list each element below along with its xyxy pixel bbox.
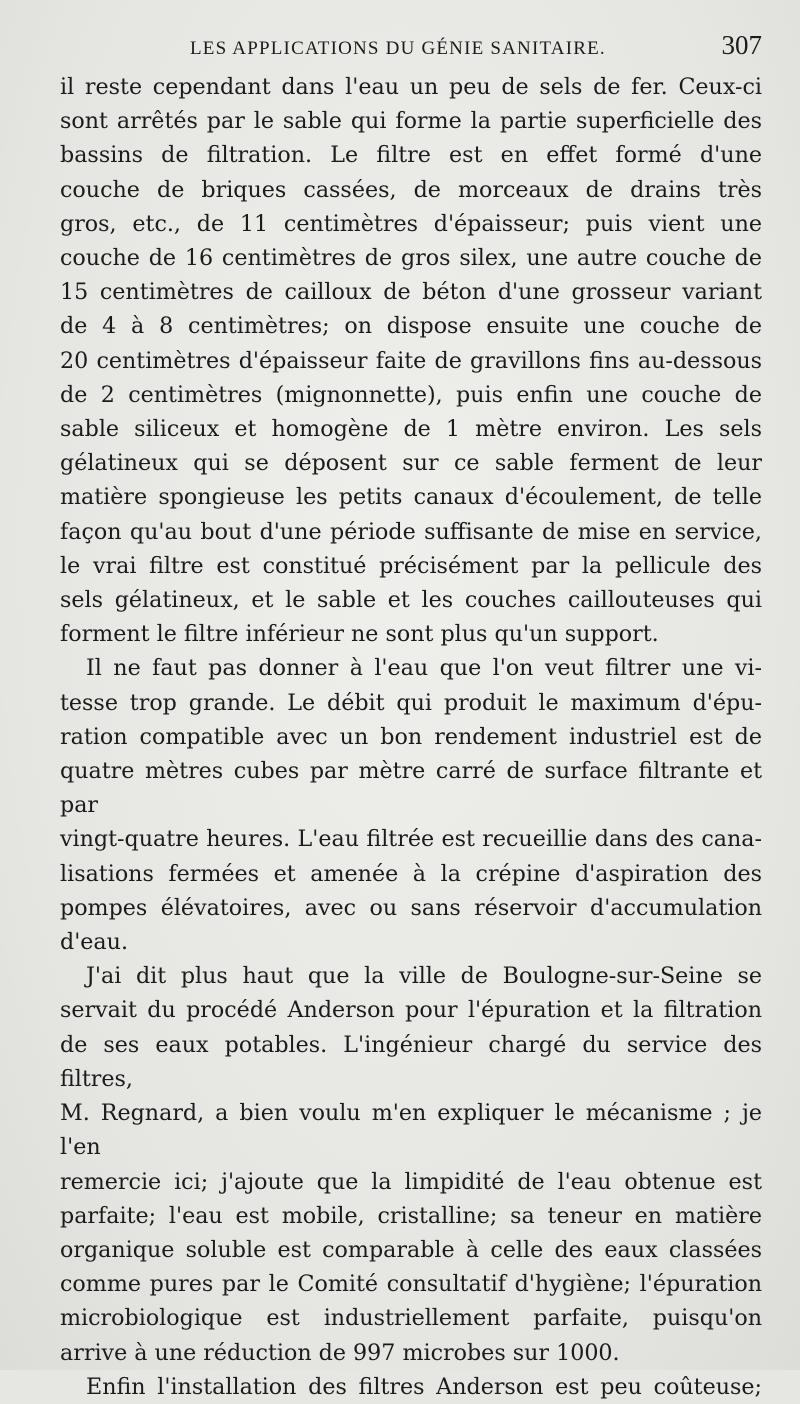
text-line: couche de 16 centimètres de gros silex, une autre couche de — [60, 245, 762, 272]
text-line: gros, etc., de 11 centimètres d'épaisseur; puis vient une — [60, 210, 762, 237]
text-line: comme pures par le Comité consultatif d'hygiène; l'épuration — [60, 1271, 762, 1298]
text-line: quatre mètres cubes par mètre carré de surface filtrante et par — [60, 758, 762, 819]
text-line: tesse trop grande. Le débit qui produit le maximum d'épu- — [60, 689, 762, 716]
text-line: gélatineux qui se déposent sur ce sable ferment de leur — [60, 450, 762, 477]
running-title: LES APPLICATIONS DU GÉNIE SANITAIRE. — [190, 38, 606, 59]
text-line: de 4 à 8 centimètres; on dispose ensuite une couche de — [60, 313, 762, 340]
text-line: microbiologique est industriellement parfaite, puisqu'on — [60, 1305, 762, 1332]
page-number: 307 — [721, 30, 762, 60]
text-line: sont arrêtés par le sable qui forme la partie superficielle des — [60, 108, 762, 135]
text-line: façon qu'au bout d'une période suffisante de mise en service, — [60, 518, 762, 545]
text-line: Enfin l'installation des filtres Anderson est peu coûteuse; — [86, 1373, 762, 1400]
text-line: matière spongieuse les petits canaux d'écoulement, de telle — [60, 484, 762, 511]
text-line: il reste cependant dans l'eau un peu de sels de fer. Ceux-ci — [60, 74, 762, 100]
text-line: couche de briques cassées, de morceaux de drains très — [60, 176, 762, 203]
running-head — [60, 30, 762, 64]
body-text — [60, 70, 762, 1404]
text-line: de 2 centimètres (mignonnette), puis enfin une couche de — [60, 381, 762, 408]
text-line: M. Regnard, a bien voulu m'en expliquer le mécanisme ; je l'en — [60, 1100, 762, 1161]
text-line: parfaite; l'eau est mobile, cristalline; sa teneur en matière — [60, 1202, 762, 1229]
text-line: le vrai filtre est constitué précisément par la pellicule des — [60, 552, 762, 579]
text-line: 20 centimètres d'épaisseur faite de gravillons fins au-dessous — [60, 347, 762, 374]
text-line: bassins de filtration. Le filtre est en effet formé d'une — [60, 142, 762, 169]
text-line: vingt-quatre heures. L'eau filtrée est recueillie dans des cana- — [60, 826, 762, 853]
text-line: 15 centimètres de cailloux de béton d'une grosseur variant — [60, 279, 762, 306]
text-line: remercie ici; j'ajoute que la limpidité de l'eau obtenue est — [60, 1168, 762, 1195]
text-line: organique soluble est comparable à celle des eaux classées — [60, 1236, 762, 1263]
text-line: forment le filtre inférieur ne sont plus qu'un support. — [60, 621, 659, 648]
text-line: pompes élévatoires, avec ou sans réservoir d'accumulation — [60, 894, 762, 921]
text-line: servait du procédé Anderson pour l'épuration et la filtration — [60, 997, 762, 1024]
text-line: Il ne faut pas donner à l'eau que l'on veut filtrer une vi- — [86, 655, 762, 682]
text-line: de ses eaux potables. L'ingénieur chargé du service des filtres, — [60, 1031, 762, 1092]
text-line: d'eau. — [60, 929, 129, 956]
text-line: arrive à une réduction de 997 microbes sur 1000. — [60, 1339, 620, 1366]
text-line: J'ai dit plus haut que la ville de Boulogne-sur-Seine se — [86, 963, 762, 990]
text-line: ration compatible avec un bon rendement industriel est de — [60, 723, 762, 750]
text-line: lisations fermées et amenée à la crépine d'aspiration des — [60, 860, 762, 887]
text-line: sels gélatineux, et le sable et les couches caillouteuses qui — [60, 587, 762, 614]
text-line: sable siliceux et homogène de 1 mètre environ. Les sels — [60, 416, 762, 443]
